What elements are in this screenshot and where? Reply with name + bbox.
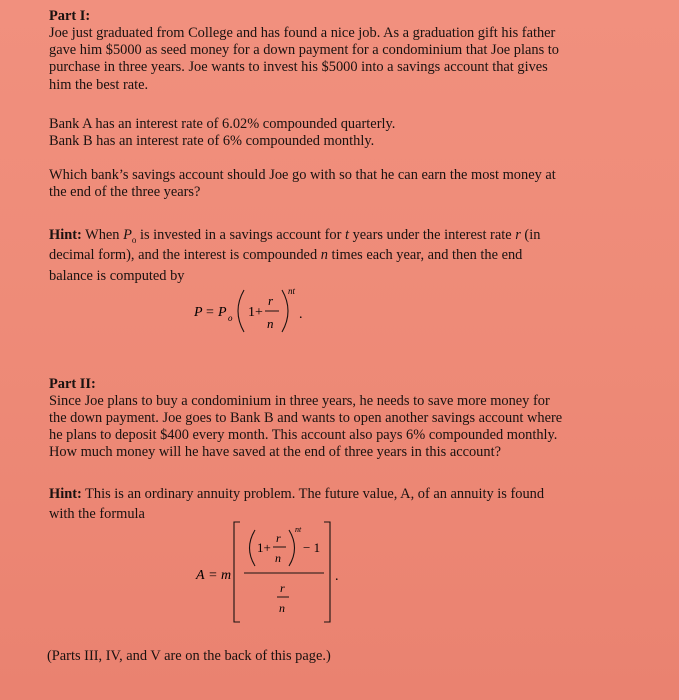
formula1-dot: . — [299, 307, 303, 322]
formula2-dot: . — [335, 569, 339, 584]
hint-label: Hint: — [49, 486, 82, 502]
formula2-eq: = — [209, 568, 217, 583]
formula2-den-r: r — [280, 581, 285, 595]
part2-line-4: How much money will he have saved at the end of three years in this account? — [49, 444, 501, 460]
formula2-lhs: A — [196, 568, 205, 583]
formula2-n: n — [275, 551, 281, 565]
formula2-left-paren — [250, 530, 256, 566]
part2-line-3: he plans to deposit $400 every month. This account also pays 6% compounded monthly. — [49, 427, 558, 443]
annuity-formula — [192, 518, 352, 630]
formula2-den-n: n — [279, 601, 285, 615]
var-n: n — [320, 247, 328, 263]
bank-b-rate: Bank B has an interest rate of 6% compounded monthly. — [49, 133, 375, 149]
formula2-left-bracket — [234, 522, 240, 622]
hint-text: years under the interest rate — [349, 227, 516, 243]
part1-intro-line-2: gave him $5000 as seed money for a down payment for a condominium that Joe plans to — [49, 42, 559, 58]
hint-text: decimal form), and the interest is compounded — [49, 247, 321, 263]
formula2-right-bracket — [324, 522, 330, 622]
part1-hint-line-2 — [49, 247, 522, 264]
part2-hint-line-2: with the formula — [49, 506, 145, 522]
var-t: t — [345, 227, 349, 243]
part1-hint-line-1 — [49, 227, 540, 249]
var-p-sub: o — [131, 234, 137, 245]
formula1-n: n — [267, 316, 274, 331]
hint-text: (in — [520, 227, 541, 243]
part2-hint-line-1 — [49, 486, 544, 503]
formula2-minus-one: − 1 — [303, 540, 321, 555]
formula1-left-paren — [238, 290, 244, 332]
formula1-p0-sub: o — [228, 313, 233, 323]
part1-intro-line-4: him the best rate. — [49, 77, 149, 93]
part1-heading: Part I: — [49, 8, 91, 24]
formula2-r: r — [276, 531, 281, 545]
formula1-eq: = — [206, 305, 214, 320]
part1-intro-line-1: Joe just graduated from College and has found a nice job. As a graduation gift his father — [49, 25, 556, 41]
formula2-m: m — [221, 568, 232, 583]
hint-label: Hint: — [49, 227, 82, 243]
part1-hint-line-3: balance is computed by — [49, 268, 185, 284]
formula2-one-plus: 1+ — [257, 540, 271, 555]
formula1-exp: nt — [288, 286, 296, 296]
hint-text: times each year, and then the end — [327, 247, 523, 263]
var-r: r — [515, 227, 521, 243]
question-line-2: the end of the three years? — [49, 184, 201, 200]
compound-interest-formula — [188, 280, 318, 340]
hint-text: is invested in a savings account for — [136, 227, 345, 243]
formula1-p0: P — [218, 305, 227, 320]
bank-a-rate: Bank A has an interest rate of 6.02% compounded quarterly. — [49, 116, 396, 132]
question-line-1: Which bank’s savings account should Joe go with so that he can earn the most money at — [49, 167, 556, 183]
formula1-one-plus: 1+ — [248, 305, 263, 320]
part2-heading: Part II: — [49, 376, 96, 392]
part2-line-2: the down payment. Joe goes to Bank B and wants to open another savings account where — [49, 410, 563, 426]
footer-note: (Parts III, IV, and V are on the back of this page.) — [47, 648, 331, 664]
hint-text: When — [81, 227, 124, 243]
formula2-exp: nt — [295, 525, 302, 534]
part1-intro-line-3: purchase in three years. Joe wants to invest his $5000 into a savings account that gives — [49, 59, 548, 75]
var-p: P — [123, 227, 132, 243]
formula2-right-paren — [289, 530, 295, 566]
formula1-right-paren — [282, 290, 288, 332]
part2-line-1: Since Joe plans to buy a condominium in three years, he needs to save more money for — [49, 393, 550, 409]
hint-text: This is an ordinary annuity problem. The future value, A, of an annuity is found — [81, 486, 545, 502]
formula1-lhs: P — [194, 305, 203, 320]
formula1-r: r — [268, 293, 274, 308]
